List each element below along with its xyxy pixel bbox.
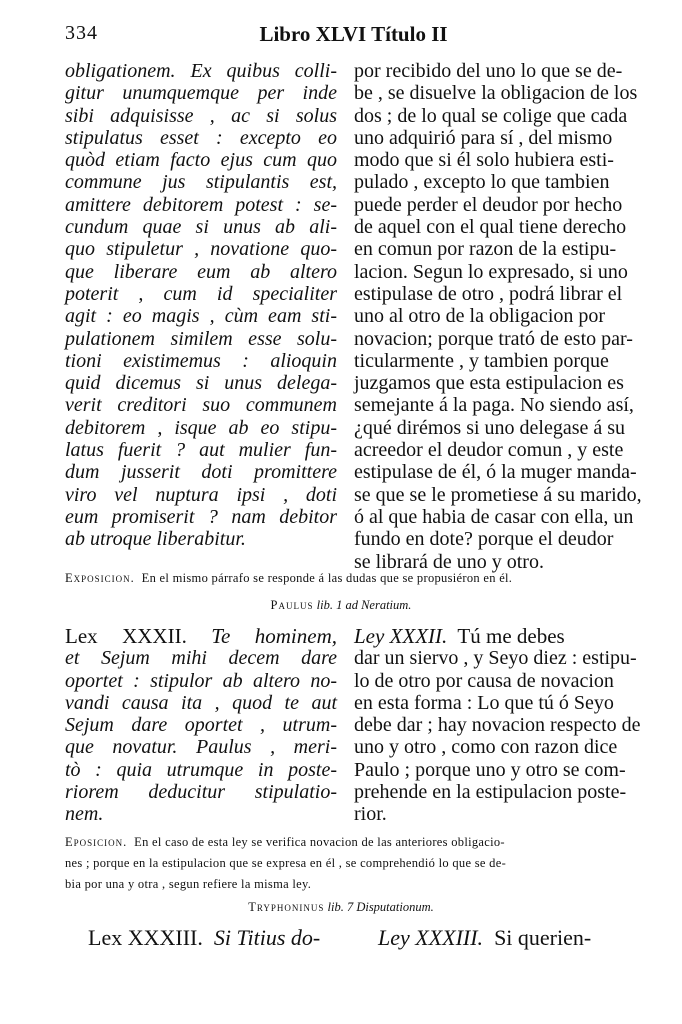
lex-heading: Lex XXXII. [65, 624, 187, 648]
text-line: stipulatus esset : excepto eo [65, 126, 337, 149]
ley-heading: Ley XXXII. [354, 624, 448, 648]
spanish-line: Tú me debes [457, 624, 565, 648]
text-line: riorem deducitur stipulatio- [65, 781, 337, 804]
text-line: poterit , cum id specialiter [65, 282, 337, 305]
text-line: de aquel con el qual tiene derecho [354, 216, 627, 239]
text-line: lacion. Segun lo expresado, si uno [354, 260, 628, 283]
text-line: eum promiserit ? nam debitor [65, 505, 337, 528]
inscription-work: lib. 1 ad Neratium. [316, 598, 412, 612]
text-line: dum jusserit doti promittere [65, 461, 337, 484]
latin-line: Si Titius do- [213, 925, 321, 950]
latin-column-1 [65, 60, 337, 551]
note-line [65, 832, 642, 853]
text-line: puede perder el deudor por hecho [354, 193, 623, 216]
text-line: lo de otro por causa de novacion [354, 669, 614, 692]
text-line: tioni existimemus : alioquin [65, 349, 337, 372]
text-line: gitur unumquemque per inde [65, 82, 337, 105]
ley-heading: Ley XXXIII. [378, 925, 484, 950]
text-line: que novatur. Paulus , meri- [65, 736, 337, 759]
text-line: ab utroque liberabitur. [65, 528, 246, 551]
text-line: viro vel nuptura ipsi , doti [65, 483, 337, 506]
exposition-text: En el mismo párrafo se responde á las dudas que se propusiéron en él. [141, 571, 513, 585]
inscription-2 [0, 900, 682, 915]
exposition-label: Exposicion. [65, 571, 135, 585]
text-line: agit : eo magis , cùm eam sti- [65, 305, 337, 328]
text-line: amittere debitorem potest : se- [65, 193, 337, 216]
note-text: En el caso de esta ley se verifica novacion de las anteriores obligacio- [134, 835, 505, 849]
text-line: commune jus stipulantis est, [65, 171, 337, 194]
text-line: novacion; porque trató de esto par- [354, 327, 633, 350]
text-line: estipulase de otro , podrá librar el [354, 282, 623, 305]
text-line: obligationem. Ex quibus colli- [65, 60, 337, 82]
text-line: ticularmente , y tambien porque [354, 349, 609, 372]
exposition-note-2 [65, 832, 642, 895]
text-line: acreedor el deudor comun , y este [354, 439, 624, 462]
text-line: modo que si él solo hubiera esti- [354, 149, 614, 172]
text-line: semejante á la paga. No siendo así, [354, 394, 634, 417]
text-line: prehende en la estipulacion poste- [354, 781, 627, 804]
text-line: et Sejum mihi decem dare [65, 647, 337, 670]
text-line: juzgamos que esta estipulacion es [354, 372, 624, 395]
text-line: se que se le prometiese á su marido, [354, 483, 642, 506]
text-line: uno y otro , como con razon dice [354, 736, 618, 759]
text-line: uno al otro de la obligacion por [354, 305, 606, 328]
inscription-1 [0, 598, 682, 613]
text-line: ¿qué dirémos si uno delegase á su [354, 416, 626, 439]
note-line: bia por una y otra , segun refiere la misma ley. [65, 877, 312, 891]
text-line: en esta forma : Lo que tú ó Seyo [354, 691, 614, 714]
note-line: nes ; porque en la estipulacion que se expresa en él , se comprehendió lo que se de- [65, 856, 507, 870]
lex-xxxii-first-line [65, 625, 337, 647]
exposition-label: Eposicion. [65, 835, 128, 849]
text-line: Paulo ; porque uno y otro se com- [354, 758, 626, 781]
ley-xxxii-first-line [354, 625, 618, 647]
text-line: nem. [65, 803, 104, 826]
text-line: ó al que habia de casar con ella, un [354, 505, 634, 528]
inscription-work: lib. 7 Disputationum. [327, 900, 434, 914]
spanish-line: Si querien- [494, 925, 592, 950]
text-line: be , se disuelve la obligacion de los [354, 82, 638, 105]
inscription-author: Paulus [270, 598, 314, 612]
text-line: vandi causa ita , quod te aut [65, 691, 337, 714]
text-line: dos ; de lo qual se colige que cada [354, 104, 628, 127]
text-line: verit creditori suo communem [65, 394, 337, 417]
text-line: oportet : stipulor ab altero no- [65, 669, 337, 692]
page-number: 334 [65, 22, 98, 44]
text-line: uno adquirió para sí , del mismo [354, 126, 613, 149]
latin-column-2 [65, 625, 337, 826]
running-title: Libro XLVI Título II [259, 22, 448, 46]
text-line: sibi adquisisse , ac si solus [65, 104, 337, 127]
text-line: se librará de uno y otro. [354, 550, 544, 573]
text-line: debitorem , isque ab eo stipu- [65, 416, 337, 439]
text-line: que liberare eum ab altero [65, 260, 337, 283]
text-line: quòd etiam facto ejus cum quo [65, 149, 337, 172]
text-line: cundum quae si unus ab ali- [65, 216, 337, 239]
text-line: estipulase de él, ó la muger manda- [354, 461, 637, 484]
text-line: en comun por razon de la estipu- [354, 238, 617, 261]
text-line: latus fuerit ? aut mulier fun- [65, 439, 337, 462]
page-header [65, 22, 642, 52]
text-line: pulationem similem esse solu- [65, 327, 337, 350]
text-line: quo stipuletur , novatione quo- [65, 238, 337, 261]
text-line: fundo en dote? porque el deudor [354, 528, 614, 551]
text-line: quid dicemus si unus delega- [65, 372, 337, 395]
text-line: Sejum dare oportet , utrum- [65, 714, 337, 737]
spanish-column-1 [354, 60, 642, 573]
lex-heading: Lex XXXIII. [88, 925, 203, 950]
exposition-note-1 [65, 571, 642, 586]
text-line: rior. [354, 803, 387, 826]
text-line: dar un siervo , y Seyo diez : estipu- [354, 647, 637, 670]
spanish-column-3 [378, 925, 628, 951]
latin-line: Te hominem, [211, 624, 338, 648]
text-line: debe dar ; hay novacion respecto de [354, 714, 641, 737]
inscription-author: Tryphoninus [248, 900, 325, 914]
spanish-column-2 [354, 624, 641, 826]
text-line: por recibido del uno lo que se de- [354, 60, 623, 82]
text-line: tò : quia utrumque in poste- [65, 758, 337, 781]
text-line: pulado , excepto lo que tambien [354, 171, 610, 194]
latin-column-3 [88, 925, 348, 951]
